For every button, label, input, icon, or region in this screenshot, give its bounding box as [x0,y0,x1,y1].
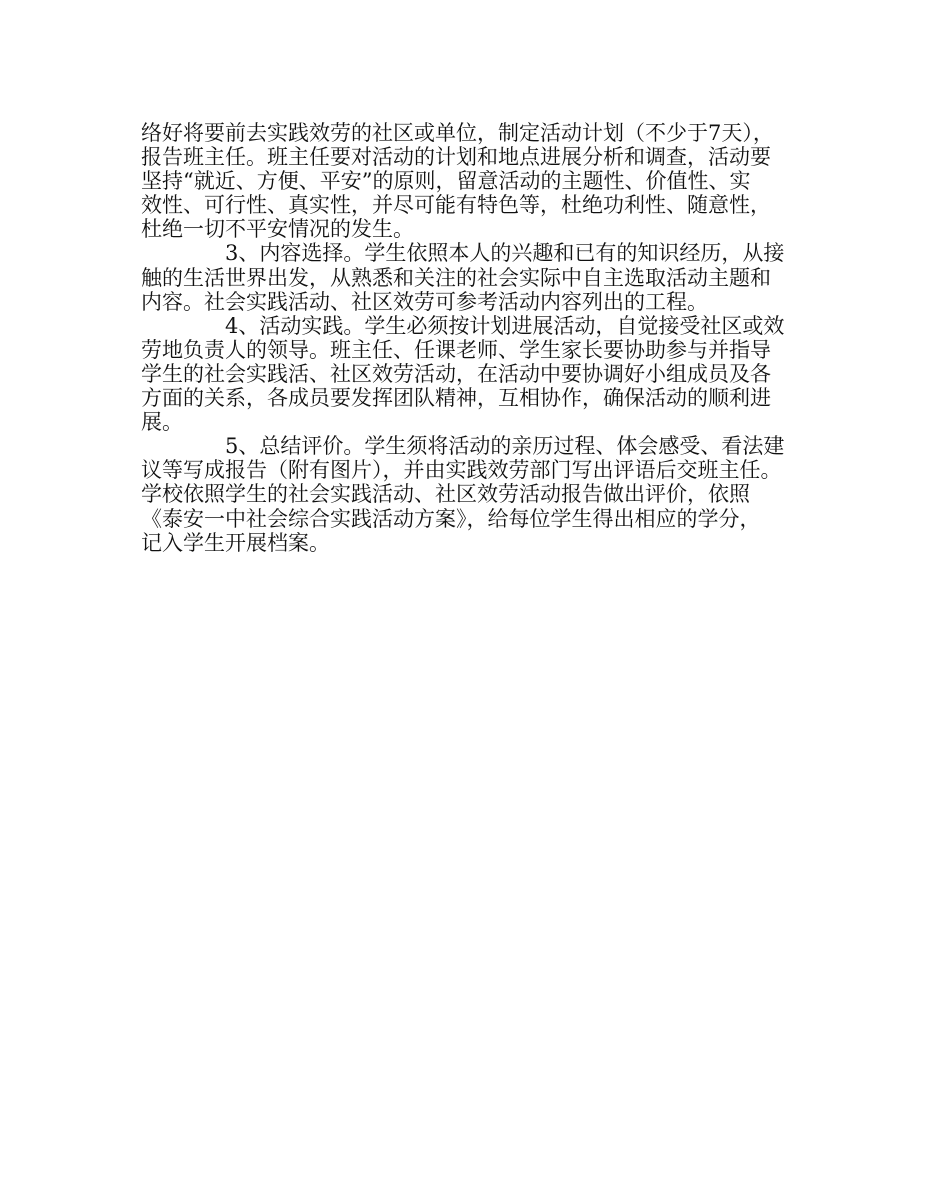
text-line: 方面的关系，各成员要发挥团队精神，互相协作，确保活动的顺利进 [141,386,771,411]
paragraph-start-line: 3、内容选择。学生依照本人的兴趣和已有的知识经历，从接 [225,241,785,266]
text-line: 展。 [141,410,183,435]
paragraph-start-line: 4、活动实践。学生必须按计划进展活动，自觉接受社区或效 [225,313,785,338]
text-line: 记入学生开展档案。 [141,530,330,555]
text-line: 劳地负责人的领导。班主任、任课老师、学生家长要协助参与并指导 [141,337,771,362]
text-line: 报告班主任。班主任要对活动的计划和地点进展分析和调查，活动要 [141,145,771,170]
text-line: 效性、可行性、真实性，并尽可能有特色等，杜绝功利性、随意性， [141,193,771,218]
text-line: 学校依照学生的社会实践活动、社区效劳活动报告做出评价，依照 [141,482,750,507]
paragraph-start-line: 5、总结评价。学生须将活动的亲历过程、体会感受、看法建 [225,434,785,459]
text-line: 坚持“就近、方便、平安”的原则，留意活动的主题性、价值性、实 [141,169,751,194]
text-line: 议等写成报告（附有图片），并由实践效劳部门写出评语后交班主任。 [141,458,782,483]
text-line: 杜绝一切不平安情况的发生。 [141,217,414,242]
text-line: 络好将要前去实践效劳的社区或单位，制定活动计划（不少于7天）， [141,121,774,145]
document-body-text [141,121,813,555]
text-line: 学生的社会实践活、社区效劳活动，在活动中要协调好小组成员及各 [141,361,771,386]
text-line: 《泰安一中社会综合实践活动方案》，给每位学生得出相应的学分， [141,506,761,531]
text-line: 触的生活世界出发，从熟悉和关注的社会实际中自主选取活动主题和 [141,265,771,290]
text-line: 内容。社会实践活动、社区效劳可参考活动内容列出的工程。 [141,289,708,314]
